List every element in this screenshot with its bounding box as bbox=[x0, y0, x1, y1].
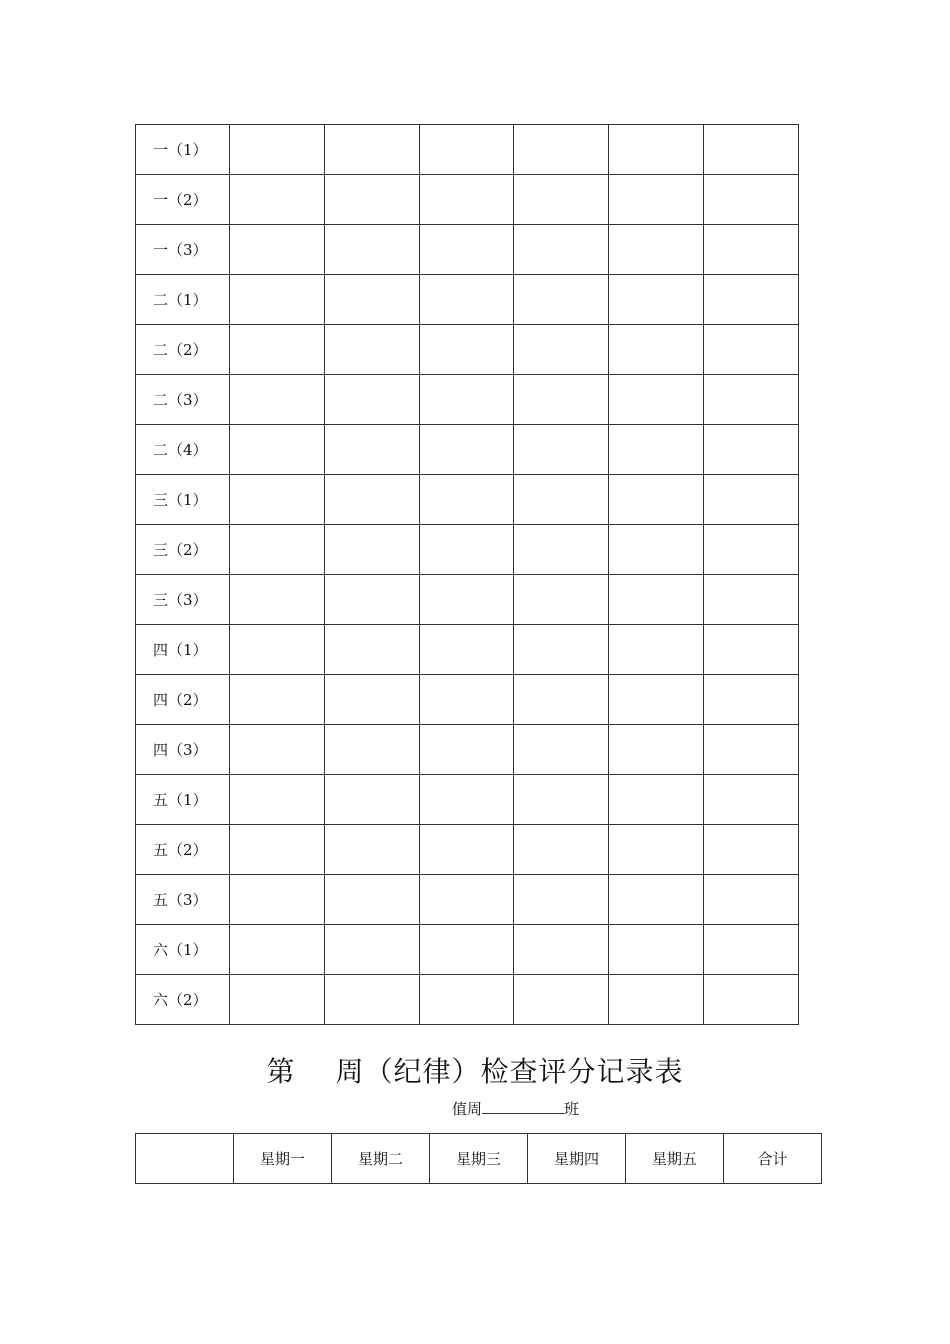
score-cell[interactable] bbox=[324, 175, 419, 225]
duty-class-blank[interactable] bbox=[482, 1099, 564, 1114]
score-cell[interactable] bbox=[419, 325, 514, 375]
score-cell[interactable] bbox=[704, 825, 799, 875]
class-label: 六（2） bbox=[136, 975, 230, 1025]
score-cell[interactable] bbox=[419, 175, 514, 225]
score-cell[interactable] bbox=[704, 875, 799, 925]
score-cell[interactable] bbox=[230, 875, 325, 925]
score-cell[interactable] bbox=[419, 825, 514, 875]
table-row bbox=[136, 525, 799, 575]
score-cell[interactable] bbox=[230, 925, 325, 975]
score-cell[interactable] bbox=[324, 625, 419, 675]
table-row bbox=[136, 725, 799, 775]
score-cell[interactable] bbox=[609, 925, 704, 975]
score-cell[interactable] bbox=[230, 375, 325, 425]
score-cell[interactable] bbox=[609, 475, 704, 525]
score-cell[interactable] bbox=[704, 575, 799, 625]
score-cell[interactable] bbox=[324, 225, 419, 275]
score-cell[interactable] bbox=[419, 425, 514, 475]
score-cell[interactable] bbox=[704, 225, 799, 275]
score-cell[interactable] bbox=[230, 125, 325, 175]
table-row bbox=[136, 425, 799, 475]
weekday-header-table bbox=[135, 1133, 822, 1184]
score-cell[interactable] bbox=[230, 975, 325, 1025]
score-cell[interactable] bbox=[514, 125, 609, 175]
score-cell[interactable] bbox=[324, 775, 419, 825]
table-row bbox=[136, 925, 799, 975]
score-cell[interactable] bbox=[419, 725, 514, 775]
table-row bbox=[136, 325, 799, 375]
class-label: 二（1） bbox=[136, 275, 230, 325]
score-cell[interactable] bbox=[609, 375, 704, 425]
score-cell[interactable] bbox=[609, 625, 704, 675]
score-cell[interactable] bbox=[419, 875, 514, 925]
score-cell[interactable] bbox=[514, 975, 609, 1025]
class-label: 五（1） bbox=[136, 775, 230, 825]
table-row bbox=[136, 575, 799, 625]
score-cell[interactable] bbox=[419, 525, 514, 575]
class-label: 二（4） bbox=[136, 425, 230, 475]
score-cell[interactable] bbox=[514, 575, 609, 625]
table-row bbox=[136, 775, 799, 825]
score-cell[interactable] bbox=[514, 525, 609, 575]
header-friday: 星期五 bbox=[626, 1134, 724, 1184]
score-cell[interactable] bbox=[324, 875, 419, 925]
score-cell[interactable] bbox=[324, 825, 419, 875]
table-row bbox=[136, 225, 799, 275]
score-cell[interactable] bbox=[419, 275, 514, 325]
header-corner-cell bbox=[136, 1134, 234, 1184]
score-cell[interactable] bbox=[609, 825, 704, 875]
score-cell[interactable] bbox=[609, 975, 704, 1025]
score-cell[interactable] bbox=[609, 875, 704, 925]
score-cell[interactable] bbox=[609, 125, 704, 175]
table-row bbox=[136, 875, 799, 925]
score-cell[interactable] bbox=[419, 475, 514, 525]
duty-class-line bbox=[452, 1098, 579, 1119]
score-cell[interactable] bbox=[419, 675, 514, 725]
class-label: 五（3） bbox=[136, 875, 230, 925]
score-cell[interactable] bbox=[514, 325, 609, 375]
score-cell[interactable] bbox=[514, 475, 609, 525]
score-cell[interactable] bbox=[609, 725, 704, 775]
table-row bbox=[136, 825, 799, 875]
class-label: 三（3） bbox=[136, 575, 230, 625]
score-cell[interactable] bbox=[419, 625, 514, 675]
score-cell[interactable] bbox=[324, 525, 419, 575]
score-cell[interactable] bbox=[704, 675, 799, 725]
score-cell[interactable] bbox=[324, 275, 419, 325]
class-label: 一（1） bbox=[136, 125, 230, 175]
score-cell[interactable] bbox=[324, 725, 419, 775]
title-part-week-prefix: 第 bbox=[266, 1055, 296, 1088]
table-row bbox=[136, 275, 799, 325]
score-cell[interactable] bbox=[419, 775, 514, 825]
score-cell[interactable] bbox=[419, 375, 514, 425]
score-cell[interactable] bbox=[514, 825, 609, 875]
score-cell[interactable] bbox=[230, 675, 325, 725]
score-cell[interactable] bbox=[514, 625, 609, 675]
table-row bbox=[136, 475, 799, 525]
score-cell[interactable] bbox=[704, 475, 799, 525]
score-cell[interactable] bbox=[609, 325, 704, 375]
score-cell[interactable] bbox=[324, 375, 419, 425]
header-thursday: 星期四 bbox=[528, 1134, 626, 1184]
score-cell[interactable] bbox=[230, 825, 325, 875]
table-row bbox=[136, 675, 799, 725]
score-cell[interactable] bbox=[609, 175, 704, 225]
score-cell[interactable] bbox=[230, 425, 325, 475]
score-cell[interactable] bbox=[704, 125, 799, 175]
score-cell[interactable] bbox=[704, 175, 799, 225]
title-part-main: 周（纪律）检查评分记录表 bbox=[335, 1055, 684, 1088]
header-monday: 星期一 bbox=[234, 1134, 332, 1184]
score-cell[interactable] bbox=[230, 575, 325, 625]
score-cell[interactable] bbox=[704, 975, 799, 1025]
score-cell[interactable] bbox=[514, 275, 609, 325]
score-cell[interactable] bbox=[704, 625, 799, 675]
table-row bbox=[136, 175, 799, 225]
score-cell[interactable] bbox=[419, 975, 514, 1025]
score-cell[interactable] bbox=[609, 225, 704, 275]
score-cell[interactable] bbox=[230, 725, 325, 775]
score-cell[interactable] bbox=[704, 775, 799, 825]
score-cell[interactable] bbox=[324, 975, 419, 1025]
score-cell[interactable] bbox=[230, 525, 325, 575]
table-row bbox=[136, 375, 799, 425]
score-cell[interactable] bbox=[704, 275, 799, 325]
class-label: 六（1） bbox=[136, 925, 230, 975]
duty-suffix: 班 bbox=[564, 1100, 580, 1118]
score-cell[interactable] bbox=[704, 925, 799, 975]
score-cell[interactable] bbox=[230, 325, 325, 375]
class-label: 二（2） bbox=[136, 325, 230, 375]
score-cell[interactable] bbox=[704, 425, 799, 475]
header-total: 合计 bbox=[724, 1134, 822, 1184]
score-cell[interactable] bbox=[514, 675, 609, 725]
score-cell[interactable] bbox=[230, 275, 325, 325]
score-cell[interactable] bbox=[230, 175, 325, 225]
table-row bbox=[136, 625, 799, 675]
class-label: 五（2） bbox=[136, 825, 230, 875]
class-label: 四（1） bbox=[136, 625, 230, 675]
score-cell[interactable] bbox=[609, 425, 704, 475]
class-label: 一（3） bbox=[136, 225, 230, 275]
class-label: 二（3） bbox=[136, 375, 230, 425]
score-cell[interactable] bbox=[324, 925, 419, 975]
score-cell[interactable] bbox=[609, 525, 704, 575]
duty-prefix: 值周 bbox=[452, 1100, 483, 1118]
score-cell[interactable] bbox=[419, 575, 514, 625]
score-cell[interactable] bbox=[609, 575, 704, 625]
score-cell[interactable] bbox=[609, 275, 704, 325]
class-label: 一（2） bbox=[136, 175, 230, 225]
score-cell[interactable] bbox=[514, 175, 609, 225]
score-cell[interactable] bbox=[419, 225, 514, 275]
score-cell[interactable] bbox=[704, 375, 799, 425]
score-cell[interactable] bbox=[514, 875, 609, 925]
score-table-body bbox=[136, 125, 799, 1025]
score-cell[interactable] bbox=[230, 775, 325, 825]
header-tuesday: 星期二 bbox=[332, 1134, 430, 1184]
table-row bbox=[136, 125, 799, 175]
score-cell[interactable] bbox=[514, 375, 609, 425]
score-cell[interactable] bbox=[514, 725, 609, 775]
score-cell[interactable] bbox=[230, 225, 325, 275]
score-cell[interactable] bbox=[324, 575, 419, 625]
class-label: 三（2） bbox=[136, 525, 230, 575]
score-cell[interactable] bbox=[230, 625, 325, 675]
score-cell[interactable] bbox=[609, 675, 704, 725]
score-cell[interactable] bbox=[704, 325, 799, 375]
score-cell[interactable] bbox=[514, 225, 609, 275]
class-label: 四（2） bbox=[136, 675, 230, 725]
score-cell[interactable] bbox=[419, 125, 514, 175]
score-cell[interactable] bbox=[704, 725, 799, 775]
header-wednesday: 星期三 bbox=[430, 1134, 528, 1184]
score-cell[interactable] bbox=[514, 425, 609, 475]
score-cell[interactable] bbox=[514, 775, 609, 825]
score-cell[interactable] bbox=[324, 425, 419, 475]
score-cell[interactable] bbox=[324, 125, 419, 175]
score-cell[interactable] bbox=[704, 525, 799, 575]
score-table bbox=[135, 124, 799, 1025]
score-cell[interactable] bbox=[514, 925, 609, 975]
score-cell[interactable] bbox=[324, 325, 419, 375]
score-cell[interactable] bbox=[609, 775, 704, 825]
weekday-header-row bbox=[136, 1134, 822, 1184]
score-cell[interactable] bbox=[324, 475, 419, 525]
page-title bbox=[0, 1050, 950, 1090]
class-label: 三（1） bbox=[136, 475, 230, 525]
score-cell[interactable] bbox=[324, 675, 419, 725]
table-row bbox=[136, 975, 799, 1025]
class-label: 四（3） bbox=[136, 725, 230, 775]
score-cell[interactable] bbox=[230, 475, 325, 525]
score-cell[interactable] bbox=[419, 925, 514, 975]
